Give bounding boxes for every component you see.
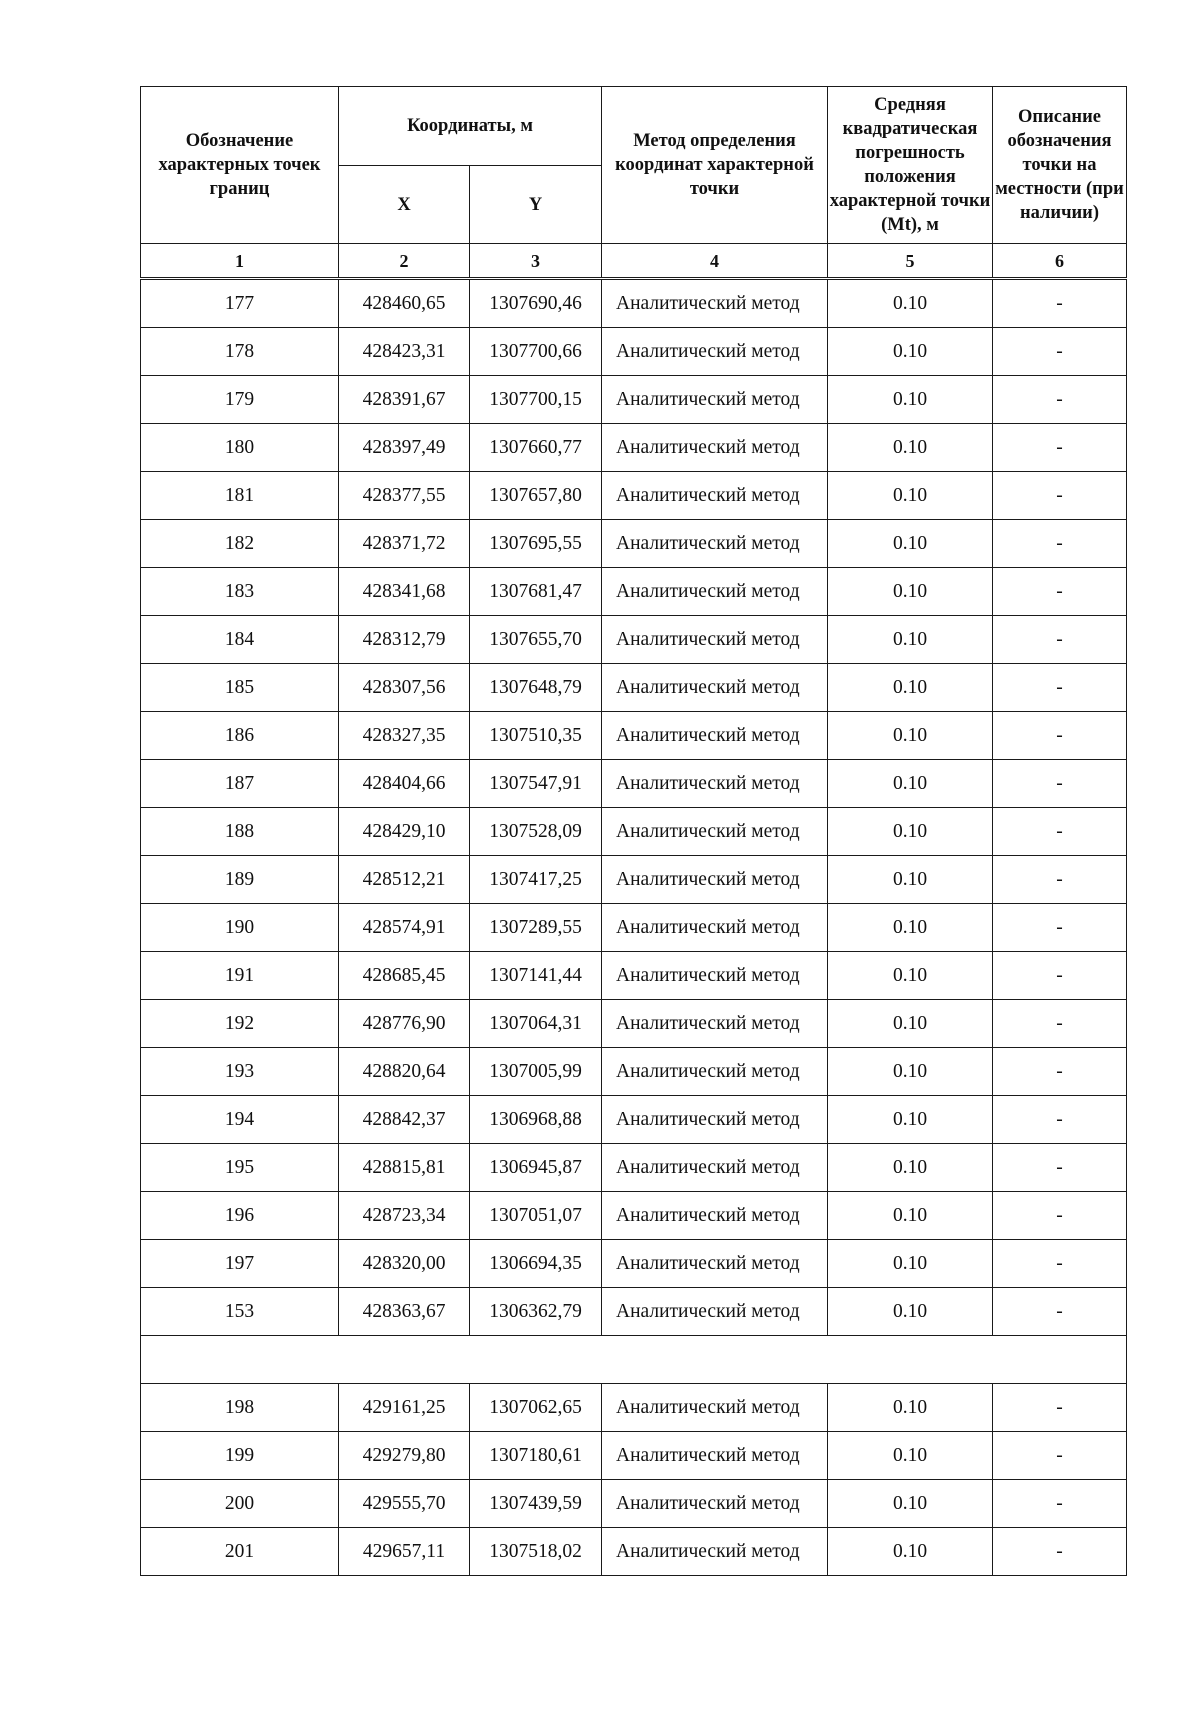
method-cell: Аналитический метод	[602, 616, 828, 664]
point-cell: 196	[141, 1192, 339, 1240]
table-row	[141, 424, 1127, 472]
table-row	[141, 280, 1127, 328]
description-cell: -	[993, 1432, 1127, 1480]
table-row	[141, 472, 1127, 520]
header-x: X	[339, 166, 470, 244]
x-cell: 429657,11	[339, 1528, 470, 1576]
y-cell: 1307141,44	[470, 952, 602, 1000]
description-cell: -	[993, 904, 1127, 952]
description-cell: -	[993, 1528, 1127, 1576]
method-cell: Аналитический метод	[602, 952, 828, 1000]
method-cell: Аналитический метод	[602, 1144, 828, 1192]
description-cell: -	[993, 1144, 1127, 1192]
mt-cell: 0.10	[828, 1432, 993, 1480]
method-cell: Аналитический метод	[602, 280, 828, 328]
table-row	[141, 520, 1127, 568]
point-cell: 188	[141, 808, 339, 856]
x-cell: 428512,21	[339, 856, 470, 904]
point-cell: 180	[141, 424, 339, 472]
method-cell: Аналитический метод	[602, 1048, 828, 1096]
x-cell: 428397,49	[339, 424, 470, 472]
y-cell: 1307417,25	[470, 856, 602, 904]
point-cell: 183	[141, 568, 339, 616]
point-cell: 201	[141, 1528, 339, 1576]
header-point-description: Описание обозначения точки на местности (при наличии)	[993, 87, 1127, 244]
method-cell: Аналитический метод	[602, 472, 828, 520]
point-cell: 190	[141, 904, 339, 952]
column-number: 1	[141, 244, 339, 278]
description-cell: -	[993, 1192, 1127, 1240]
table-row	[141, 616, 1127, 664]
mt-cell: 0.10	[828, 952, 993, 1000]
x-cell: 429161,25	[339, 1384, 470, 1432]
method-cell: Аналитический метод	[602, 904, 828, 952]
x-cell: 428685,45	[339, 952, 470, 1000]
y-cell: 1306945,87	[470, 1144, 602, 1192]
x-cell: 428391,67	[339, 376, 470, 424]
point-cell: 187	[141, 760, 339, 808]
point-cell: 177	[141, 280, 339, 328]
y-cell: 1307064,31	[470, 1000, 602, 1048]
y-cell: 1306968,88	[470, 1096, 602, 1144]
y-cell: 1307681,47	[470, 568, 602, 616]
description-cell: -	[993, 808, 1127, 856]
mt-cell: 0.10	[828, 856, 993, 904]
y-cell: 1307051,07	[470, 1192, 602, 1240]
point-cell: 179	[141, 376, 339, 424]
x-cell: 429555,70	[339, 1480, 470, 1528]
point-cell: 184	[141, 616, 339, 664]
column-number: 3	[470, 244, 602, 278]
table-row	[141, 856, 1127, 904]
x-cell: 428776,90	[339, 1000, 470, 1048]
method-cell: Аналитический метод	[602, 856, 828, 904]
description-cell: -	[993, 952, 1127, 1000]
table-row	[141, 712, 1127, 760]
table-row	[141, 1240, 1127, 1288]
mt-cell: 0.10	[828, 1384, 993, 1432]
table-row	[141, 1144, 1127, 1192]
description-cell: -	[993, 520, 1127, 568]
method-cell: Аналитический метод	[602, 520, 828, 568]
mt-cell: 0.10	[828, 520, 993, 568]
y-cell: 1307700,66	[470, 328, 602, 376]
x-cell: 428377,55	[339, 472, 470, 520]
description-cell: -	[993, 1240, 1127, 1288]
x-cell: 428327,35	[339, 712, 470, 760]
method-cell: Аналитический метод	[602, 1192, 828, 1240]
description-cell: -	[993, 856, 1127, 904]
mt-cell: 0.10	[828, 280, 993, 328]
header-method: Метод определения координат характерной точки	[602, 87, 828, 244]
mt-cell: 0.10	[828, 1048, 993, 1096]
point-cell: 195	[141, 1144, 339, 1192]
x-cell: 428363,67	[339, 1288, 470, 1336]
table-row	[141, 1000, 1127, 1048]
point-cell: 182	[141, 520, 339, 568]
mt-cell: 0.10	[828, 904, 993, 952]
x-cell: 428404,66	[339, 760, 470, 808]
point-cell: 198	[141, 1384, 339, 1432]
group-separator-row	[141, 1336, 1127, 1384]
description-cell: -	[993, 280, 1127, 328]
y-cell: 1307528,09	[470, 808, 602, 856]
description-cell: -	[993, 760, 1127, 808]
method-cell: Аналитический метод	[602, 1384, 828, 1432]
coordinates-table-body	[140, 279, 1127, 1576]
mt-cell: 0.10	[828, 1192, 993, 1240]
y-cell: 1307289,55	[470, 904, 602, 952]
mt-cell: 0.10	[828, 1000, 993, 1048]
method-cell: Аналитический метод	[602, 1240, 828, 1288]
description-cell: -	[993, 712, 1127, 760]
table-row	[141, 1480, 1127, 1528]
x-cell: 428307,56	[339, 664, 470, 712]
table-row	[141, 952, 1127, 1000]
x-cell: 428429,10	[339, 808, 470, 856]
method-cell: Аналитический метод	[602, 808, 828, 856]
header-mean-square-error: Средняя квадратическая погрешность положения характерной точки (Mt), м	[828, 87, 993, 244]
mt-cell: 0.10	[828, 1240, 993, 1288]
table-row	[141, 376, 1127, 424]
table-row	[141, 1288, 1127, 1336]
point-cell: 186	[141, 712, 339, 760]
x-cell: 428574,91	[339, 904, 470, 952]
column-number: 5	[828, 244, 993, 278]
point-cell: 192	[141, 1000, 339, 1048]
x-cell: 428423,31	[339, 328, 470, 376]
table-row	[141, 1048, 1127, 1096]
empty-separator-cell	[141, 1336, 1127, 1384]
mt-cell: 0.10	[828, 328, 993, 376]
y-cell: 1307657,80	[470, 472, 602, 520]
x-cell: 428815,81	[339, 1144, 470, 1192]
point-cell: 193	[141, 1048, 339, 1096]
y-cell: 1307439,59	[470, 1480, 602, 1528]
x-cell: 428723,34	[339, 1192, 470, 1240]
description-cell: -	[993, 568, 1127, 616]
point-cell: 200	[141, 1480, 339, 1528]
description-cell: -	[993, 328, 1127, 376]
description-cell: -	[993, 1288, 1127, 1336]
column-number: 2	[339, 244, 470, 278]
header-y: Y	[470, 166, 602, 244]
mt-cell: 0.10	[828, 376, 993, 424]
mt-cell: 0.10	[828, 712, 993, 760]
column-number: 6	[993, 244, 1127, 278]
method-cell: Аналитический метод	[602, 1432, 828, 1480]
description-cell: -	[993, 472, 1127, 520]
header-coordinates: Координаты, м	[339, 87, 602, 166]
method-cell: Аналитический метод	[602, 568, 828, 616]
x-cell: 428842,37	[339, 1096, 470, 1144]
point-cell: 199	[141, 1432, 339, 1480]
description-cell: -	[993, 664, 1127, 712]
description-cell: -	[993, 1048, 1127, 1096]
method-cell: Аналитический метод	[602, 328, 828, 376]
mt-cell: 0.10	[828, 568, 993, 616]
table-row	[141, 1432, 1127, 1480]
point-cell: 178	[141, 328, 339, 376]
y-cell: 1307510,35	[470, 712, 602, 760]
method-cell: Аналитический метод	[602, 712, 828, 760]
description-cell: -	[993, 616, 1127, 664]
point-cell: 191	[141, 952, 339, 1000]
y-cell: 1306362,79	[470, 1288, 602, 1336]
mt-cell: 0.10	[828, 1528, 993, 1576]
table-row	[141, 904, 1127, 952]
mt-cell: 0.10	[828, 472, 993, 520]
table-row	[141, 568, 1127, 616]
description-cell: -	[993, 424, 1127, 472]
mt-cell: 0.10	[828, 616, 993, 664]
mt-cell: 0.10	[828, 1480, 993, 1528]
description-cell: -	[993, 1000, 1127, 1048]
y-cell: 1307700,15	[470, 376, 602, 424]
x-cell: 428460,65	[339, 280, 470, 328]
header-column-numbers	[141, 244, 1127, 278]
table-row	[141, 1096, 1127, 1144]
method-cell: Аналитический метод	[602, 1096, 828, 1144]
y-cell: 1307690,46	[470, 280, 602, 328]
method-cell: Аналитический метод	[602, 760, 828, 808]
column-number: 4	[602, 244, 828, 278]
mt-cell: 0.10	[828, 808, 993, 856]
table-row	[141, 328, 1127, 376]
y-cell: 1307547,91	[470, 760, 602, 808]
y-cell: 1307180,61	[470, 1432, 602, 1480]
table-row	[141, 1384, 1127, 1432]
method-cell: Аналитический метод	[602, 1480, 828, 1528]
method-cell: Аналитический метод	[602, 1000, 828, 1048]
method-cell: Аналитический метод	[602, 1288, 828, 1336]
table-row	[141, 1192, 1127, 1240]
x-cell: 428320,00	[339, 1240, 470, 1288]
table-row	[141, 664, 1127, 712]
description-cell: -	[993, 1096, 1127, 1144]
point-cell: 194	[141, 1096, 339, 1144]
description-cell: -	[993, 1384, 1127, 1432]
point-cell: 181	[141, 472, 339, 520]
table-row	[141, 808, 1127, 856]
mt-cell: 0.10	[828, 664, 993, 712]
point-cell: 197	[141, 1240, 339, 1288]
y-cell: 1307005,99	[470, 1048, 602, 1096]
point-cell: 153	[141, 1288, 339, 1336]
y-cell: 1306694,35	[470, 1240, 602, 1288]
x-cell: 428312,79	[339, 616, 470, 664]
table-row	[141, 760, 1127, 808]
mt-cell: 0.10	[828, 760, 993, 808]
method-cell: Аналитический метод	[602, 664, 828, 712]
y-cell: 1307660,77	[470, 424, 602, 472]
method-cell: Аналитический метод	[602, 1528, 828, 1576]
x-cell: 429279,80	[339, 1432, 470, 1480]
method-cell: Аналитический метод	[602, 424, 828, 472]
description-cell: -	[993, 376, 1127, 424]
y-cell: 1307695,55	[470, 520, 602, 568]
header-point-designation: Обозначение характерных точек границ	[141, 87, 339, 244]
x-cell: 428820,64	[339, 1048, 470, 1096]
x-cell: 428341,68	[339, 568, 470, 616]
point-cell: 189	[141, 856, 339, 904]
mt-cell: 0.10	[828, 1288, 993, 1336]
table-row	[141, 1528, 1127, 1576]
mt-cell: 0.10	[828, 1144, 993, 1192]
y-cell: 1307062,65	[470, 1384, 602, 1432]
description-cell: -	[993, 1480, 1127, 1528]
mt-cell: 0.10	[828, 1096, 993, 1144]
point-cell: 185	[141, 664, 339, 712]
coordinates-table-header	[140, 86, 1127, 278]
mt-cell: 0.10	[828, 424, 993, 472]
y-cell: 1307655,70	[470, 616, 602, 664]
x-cell: 428371,72	[339, 520, 470, 568]
method-cell: Аналитический метод	[602, 376, 828, 424]
y-cell: 1307648,79	[470, 664, 602, 712]
y-cell: 1307518,02	[470, 1528, 602, 1576]
